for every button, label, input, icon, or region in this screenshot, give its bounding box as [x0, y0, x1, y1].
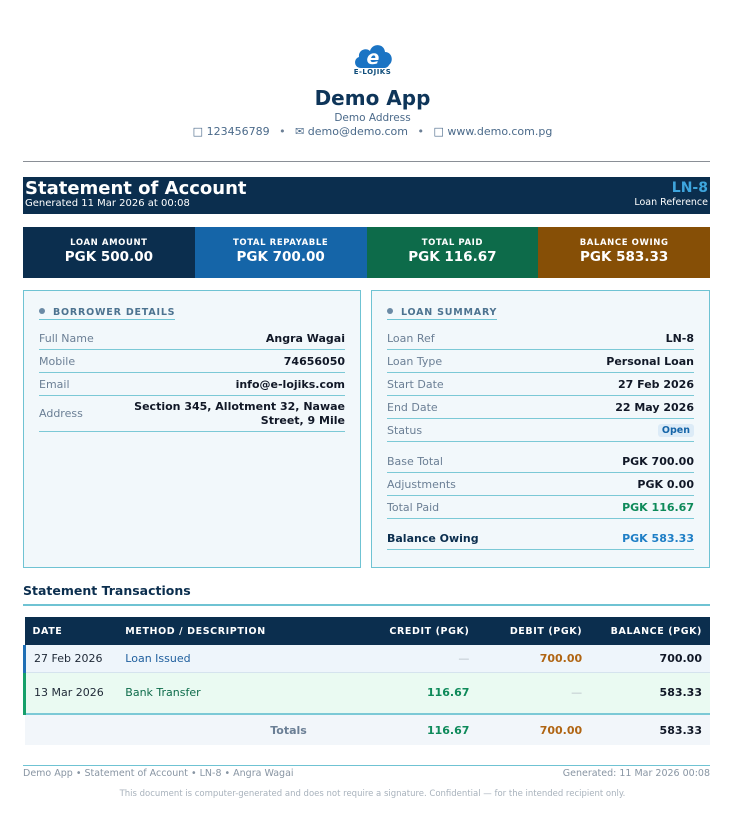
app-address: Demo Address [334, 112, 411, 124]
bullet-icon [39, 308, 45, 314]
heading-text: BORROWER DETAILS [53, 307, 176, 318]
summary-label: End Date [387, 400, 438, 414]
summary-row-loan-type [387, 350, 694, 373]
detail-row-address [39, 396, 345, 432]
summary-value: Personal Loan [606, 354, 694, 368]
document-header [0, 40, 745, 138]
transactions-divider [23, 604, 710, 606]
header-divider [23, 161, 710, 162]
detail-value: Angra Wagai [265, 331, 345, 345]
borrower-details-card [23, 290, 361, 568]
footer-divider [23, 765, 710, 766]
totals-debit: 700.00 [477, 714, 590, 745]
summary-label: Base Total [387, 454, 443, 468]
totals-row [25, 714, 711, 745]
summary-value: PGK 583.33 [622, 531, 694, 545]
stat-balance-owing [538, 227, 710, 278]
cell-credit: 116.67 [317, 672, 478, 714]
transactions-table [23, 617, 710, 745]
table-row [25, 645, 711, 672]
loan-reference-label: Loan Reference [634, 197, 708, 208]
cell-debit: — [477, 672, 590, 714]
app-name: Demo App [314, 86, 431, 110]
totals-label: Totals [117, 714, 317, 745]
email-address: demo@demo.com [307, 125, 408, 138]
stat-value: PGK 583.33 [580, 249, 669, 265]
cell-debit: 700.00 [477, 645, 590, 672]
cell-balance: 583.33 [590, 672, 710, 714]
column-header-description: METHOD / DESCRIPTION [117, 617, 317, 645]
company-logo [351, 40, 395, 80]
contact-separator: • [417, 125, 424, 138]
summary-value: PGK 0.00 [637, 477, 694, 491]
website: www.demo.com.pg [447, 125, 553, 138]
detail-label: Mobile [39, 354, 76, 368]
borrower-details-heading [39, 307, 175, 320]
summary-label: Start Date [387, 377, 444, 391]
detail-label: Full Name [39, 331, 94, 345]
stat-loan-amount [23, 227, 195, 278]
summary-row-adjustments [387, 473, 694, 496]
column-header-date: DATE [25, 617, 118, 645]
logo-text: E-LOJIKS [353, 68, 392, 76]
stat-label: BALANCE OWING [579, 238, 669, 248]
detail-value: 74656050 [283, 354, 345, 368]
summary-row-start-date [387, 373, 694, 396]
stat-label: TOTAL REPAYABLE [232, 238, 329, 248]
summary-stats [23, 227, 710, 278]
summary-value: 27 Feb 2026 [618, 377, 694, 391]
bullet-icon [387, 308, 393, 314]
stat-total-paid [367, 227, 539, 278]
cell-description: Loan Issued [117, 645, 317, 672]
detail-value: Section 345, Allotment 32, Nawae Street, 9 Mile [134, 399, 345, 427]
summary-value: PGK 116.67 [622, 500, 694, 514]
stat-value: PGK 700.00 [236, 249, 325, 265]
contact-separator: • [279, 125, 286, 138]
detail-value: info@e-lojiks.com [235, 377, 345, 391]
table-row [25, 672, 711, 714]
summary-row-balance-owing [387, 527, 694, 550]
summary-value: LN-8 [665, 331, 694, 345]
cell-balance: 700.00 [590, 645, 710, 672]
stat-total-repayable [195, 227, 367, 278]
summary-row-end-date [387, 396, 694, 419]
contact-row [0, 125, 745, 138]
cell-empty [25, 714, 118, 745]
totals-credit: 116.67 [317, 714, 478, 745]
table-header-row [25, 617, 711, 645]
cloud-logo-icon [351, 40, 395, 70]
email-icon: ✉ [295, 125, 305, 138]
svg-text:e: e [366, 47, 379, 69]
summary-label: Loan Ref [387, 331, 435, 345]
stat-label: LOAN AMOUNT [70, 238, 148, 248]
loan-summary-heading [387, 307, 497, 320]
generated-date: Generated 11 Mar 2026 at 00:08 [25, 198, 190, 209]
transactions-title: Statement Transactions [23, 583, 191, 598]
stat-label: TOTAL PAID [421, 238, 484, 248]
footer [23, 768, 710, 779]
statement-title-bar [23, 177, 710, 214]
detail-row-mobile [39, 350, 345, 373]
summary-row-loan-ref [387, 327, 694, 350]
phone-icon: □ [192, 125, 204, 138]
summary-label: Status [387, 423, 423, 437]
summary-label: Total Paid [387, 500, 440, 514]
stat-value: PGK 116.67 [408, 249, 497, 265]
loan-summary-card [371, 290, 710, 568]
summary-label: Adjustments [387, 477, 456, 491]
totals-balance: 583.33 [590, 714, 710, 745]
detail-label: Email [39, 377, 70, 391]
summary-row-total-paid [387, 496, 694, 519]
detail-label: Address [39, 407, 83, 420]
footer-left: Demo App • Statement of Account • LN-8 • Angra Wagai [23, 768, 294, 779]
detail-row-full-name [39, 327, 345, 350]
phone-number: 123456789 [206, 125, 270, 138]
disclaimer: This document is computer-generated and does not require a signature. Confidential — for the intended recipient only. [119, 789, 626, 799]
statement-title: Statement of Account [25, 178, 247, 199]
detail-row-email [39, 373, 345, 396]
summary-label: Loan Type [387, 354, 443, 368]
cell-description: Bank Transfer [117, 672, 317, 714]
status-badge: Open [658, 424, 694, 437]
summary-label: Balance Owing [387, 531, 479, 545]
heading-text: LOAN SUMMARY [401, 307, 498, 318]
column-header-debit: DEBIT (PGK) [477, 617, 590, 645]
summary-row-base-total [387, 450, 694, 473]
column-header-balance: BALANCE (PGK) [590, 617, 710, 645]
cell-date: 13 Mar 2026 [25, 672, 118, 714]
globe-icon: □ [433, 125, 444, 138]
cell-credit: — [317, 645, 478, 672]
cell-date: 27 Feb 2026 [25, 645, 118, 672]
column-header-credit: CREDIT (PGK) [317, 617, 478, 645]
stat-value: PGK 500.00 [64, 249, 153, 265]
summary-value: PGK 700.00 [622, 454, 694, 468]
footer-right: Generated: 11 Mar 2026 00:08 [562, 768, 710, 779]
summary-value: 22 May 2026 [615, 400, 694, 414]
loan-reference-value: LN-8 [671, 180, 708, 196]
summary-row-status [387, 419, 694, 442]
